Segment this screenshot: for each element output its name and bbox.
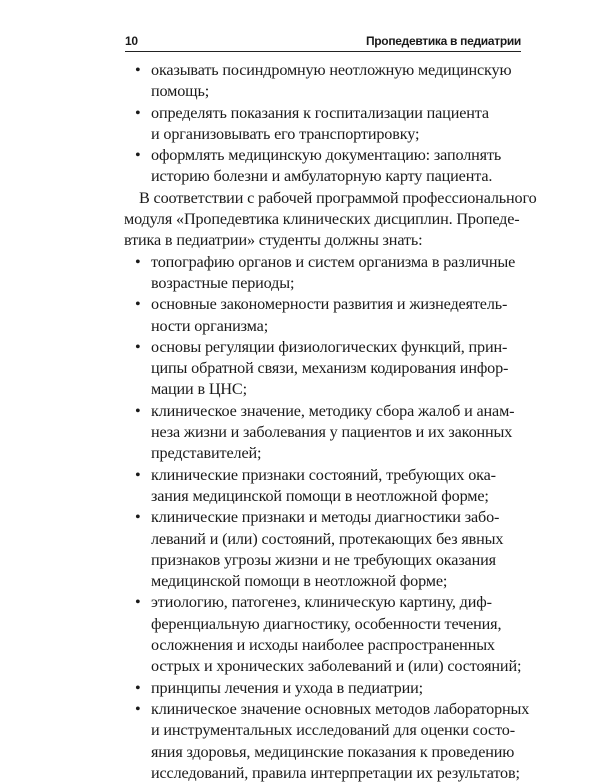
bullet-icon: • [135, 699, 141, 718]
list-item [124, 294, 522, 337]
item-text: этиологию, патогенез, клиническую картину, диф- [151, 593, 492, 612]
header-rule [125, 51, 521, 52]
paragraph-line: втика в педиатрии» студенты должны знать: [124, 231, 423, 250]
item-text: топографию органов и систем организма в различные [151, 252, 516, 271]
item-text: помощь; [151, 82, 210, 101]
bullet-icon: • [135, 146, 141, 165]
page-body [124, 60, 537, 784]
list-item [124, 678, 522, 699]
list-item [124, 252, 522, 295]
page-number: 10 [125, 34, 138, 48]
item-text: основные закономерности развития и жизнедеятель- [151, 295, 508, 314]
list-item [124, 337, 522, 401]
item-text: представителей; [151, 444, 262, 463]
item-text: леваний и (или) состояний, протекающих без явных [151, 529, 504, 548]
item-text: принципы лечения и ухода в педиатрии; [151, 678, 423, 697]
item-text: острых и хронических заболеваний и (или) состояний; [151, 657, 522, 676]
item-text: медицинской помощи в неотложной форме; [151, 572, 448, 591]
running-header [125, 34, 521, 52]
item-text: клинические признаки состояний, требующих ока- [151, 465, 496, 484]
item-text: оформлять медицинскую документацию: заполнять [151, 146, 502, 165]
intro-bullet-list [124, 60, 522, 188]
item-text: ципы обратной связи, механизм кодирования инфор- [151, 359, 509, 378]
paragraph-line: В соответствии с рабочей программой профессионального [139, 188, 537, 207]
list-item [124, 592, 522, 677]
bullet-icon: • [135, 61, 141, 79]
bullet-icon: • [135, 295, 141, 314]
bullet-icon: • [135, 593, 141, 612]
list-item [124, 60, 522, 103]
list-item [124, 103, 522, 146]
list-item [124, 401, 522, 465]
item-text: признаков угрозы жизни и не требующих оказания [151, 550, 496, 569]
item-text: ференциальную диагностику, особенности течения, [151, 614, 502, 633]
item-text: и организовывать его транспортировку; [151, 124, 420, 143]
item-text: определять показания к госпитализации пациента [151, 103, 489, 122]
list-item [124, 145, 522, 188]
list-item [124, 507, 522, 592]
bullet-icon: • [135, 252, 141, 271]
list-item [124, 465, 522, 508]
bullet-icon: • [135, 678, 141, 697]
item-text: осложнения и исходы наиболее распространенных [151, 636, 495, 655]
item-text: мации в ЦНС; [151, 380, 247, 399]
paragraph [124, 188, 537, 252]
bullet-icon: • [135, 465, 141, 484]
item-text: неза жизни и заболевания у пациентов и их законных [151, 423, 513, 442]
bullet-icon: • [135, 103, 141, 122]
item-text: и инструментальных исследований для оценки состо- [151, 721, 515, 740]
item-text: клинические признаки и методы диагностики забо- [151, 508, 500, 527]
item-text: оказывать посиндромную неотложную медицинскую [151, 61, 512, 79]
bullet-icon: • [135, 401, 141, 420]
knowledge-bullet-list [124, 252, 530, 784]
bullet-icon: • [135, 337, 141, 356]
item-text: клиническое значение основных методов лабораторных [151, 699, 530, 718]
paragraph-line: модуля «Пропедевтика клинических дисциплин. Пропеде- [124, 210, 520, 229]
item-text: основы регуляции физиологических функций, прин- [151, 337, 508, 356]
bullet-icon: • [135, 508, 141, 527]
item-text: ности организма; [151, 316, 269, 335]
list-item [124, 699, 530, 784]
item-text: яния здоровья, медицинские показания к проведению [151, 742, 515, 761]
item-text: зания медицинской помощи в неотложной форме; [151, 486, 489, 505]
item-text: клиническое значение, методику сбора жалоб и анам- [151, 401, 515, 420]
item-text: исследований, правила интерпретации их результатов; [151, 763, 520, 782]
running-title: Пропедевтика в педиатрии [365, 34, 521, 48]
item-text: возрастные периоды; [151, 273, 295, 292]
item-text: историю болезни и амбулаторную карту пациента. [151, 167, 493, 186]
